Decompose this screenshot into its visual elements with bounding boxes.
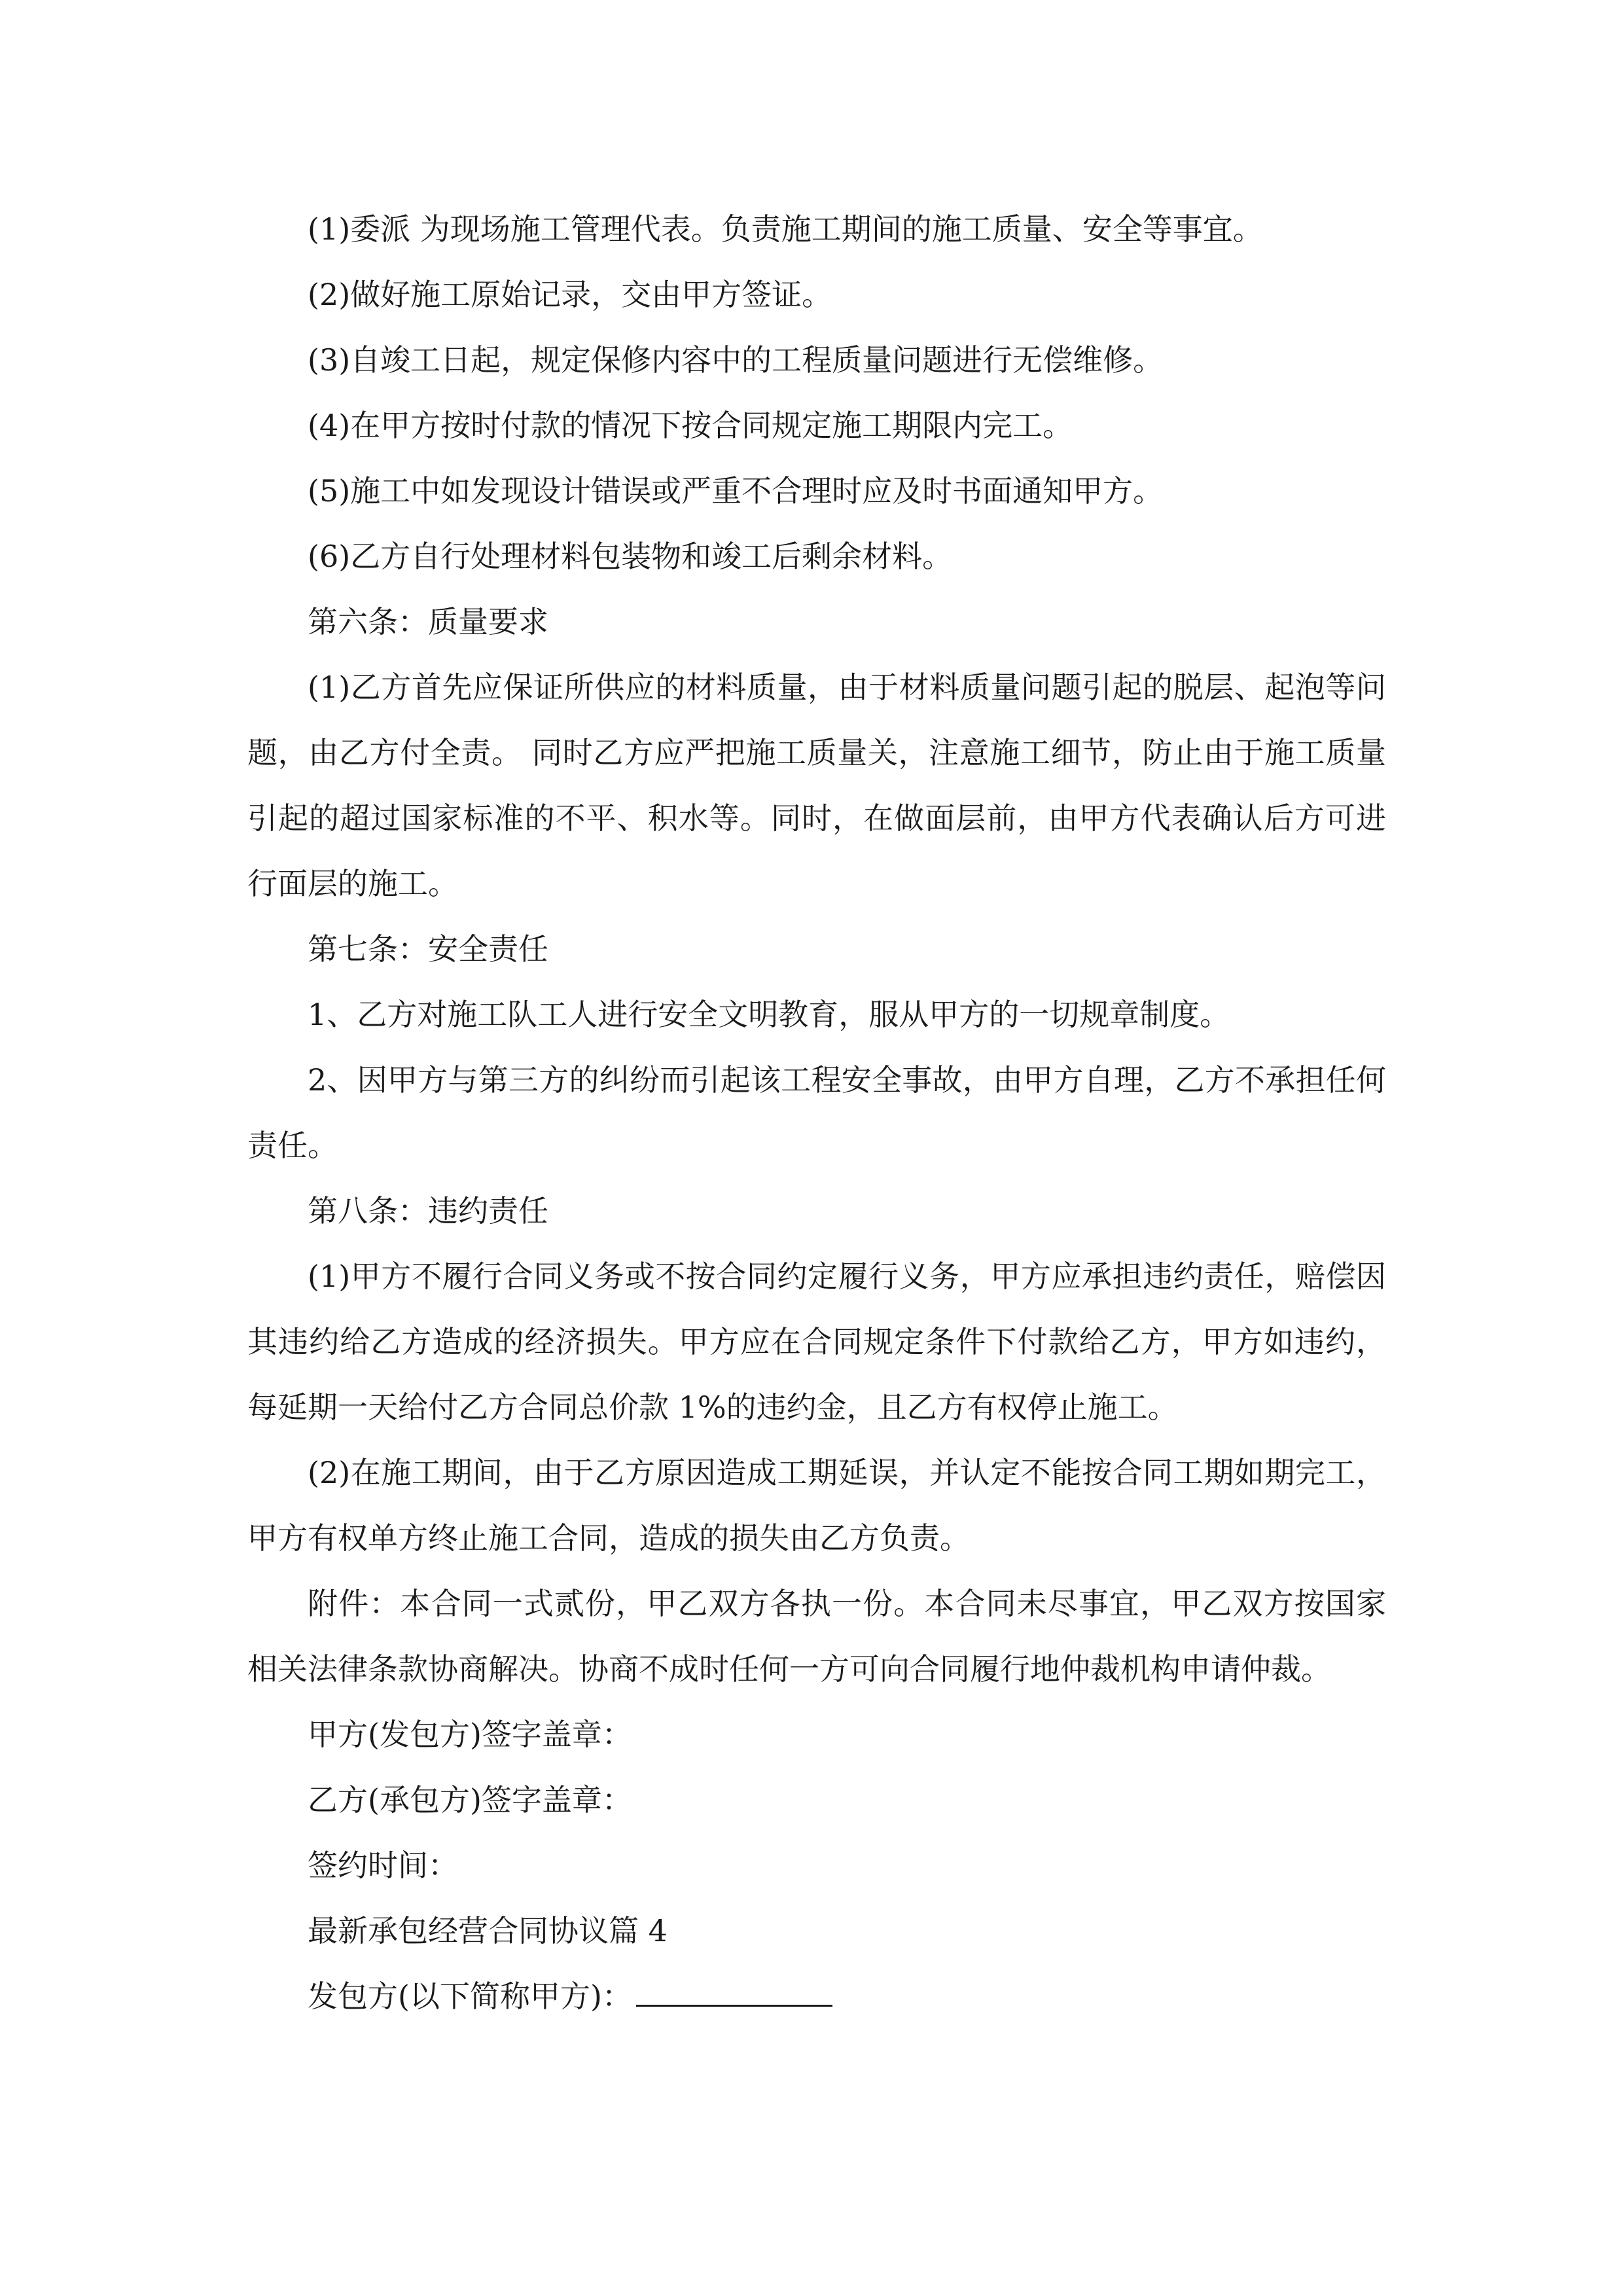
employer-line	[247, 1964, 1386, 2029]
clause-item-5: (5)施工中如发现设计错误或严重不合理时应及时书面通知甲方。	[308, 473, 1164, 509]
safety-clause-1: 1、乙方对施工队工人进行安全文明教育，服从甲方的一切规章制度。	[308, 997, 1230, 1032]
section-heading-breach: 第八条：违约责任	[308, 1193, 548, 1229]
document-body	[247, 196, 1386, 2029]
clause-item-2: (2)做好施工原始记录，交由甲方签证。	[308, 277, 832, 312]
signing-date-line: 签约时间：	[308, 1848, 458, 1883]
party-a-signature-line: 甲方(发包方)签字盖章：	[308, 1717, 632, 1752]
clause-item-6: (6)乙方自行处理材料包装物和竣工后剩余材料。	[308, 539, 953, 574]
next-contract-title: 最新承包经营合同协议篇 4	[308, 1913, 668, 1948]
section-heading-quality: 第六条：质量要求	[308, 604, 548, 639]
safety-clause-2: 2、因甲方与第三方的纠纷而引起该工程安全事故，由甲方自理，乙方不承担任何责任。	[247, 1062, 1386, 1163]
breach-clause-2: (2)在施工期间，由于乙方原因造成工期延误，并认定不能按合同工期如期完工，甲方有权单方终止施工合同，造成的损失由乙方负责。	[247, 1455, 1386, 1556]
party-b-signature-line: 乙方(承包方)签字盖章：	[308, 1782, 632, 1818]
clause-item-3: (3)自竣工日起，规定保修内容中的工程质量问题进行无偿维修。	[308, 342, 1164, 378]
appendix-paragraph: 附件：本合同一式贰份，甲乙双方各执一份。本合同未尽事宜，甲乙双方按国家相关法律条款协商解决。协商不成时任何一方可向合同履行地仲裁机构申请仲裁。	[247, 1586, 1386, 1687]
quality-clause-1: (1)乙方首先应保证所供应的材料质量，由于材料质量问题引起的脱层、起泡等问题，由乙方付全责。 同时乙方应严把施工质量关，注意施工细节，防止由于施工质量引起的超过国家标准的不平、积水等。同时，在做面层前，由甲方代表确认后方可进行面层的施工。	[247, 670, 1386, 901]
employer-blank-underline	[636, 1979, 832, 2007]
breach-clause-1: (1)甲方不履行合同义务或不按合同约定履行义务，甲方应承担违约责任，赔偿因其违约给乙方造成的经济损失。甲方应在合同规定条件下付款给乙方，甲方如违约，每延期一天给付乙方合同总价款 1%的违约金，且乙方有权停止施工。	[247, 1259, 1386, 1425]
clause-item-4: (4)在甲方按时付款的情况下按合同规定施工期限内完工。	[308, 408, 1073, 443]
employer-label: 发包方(以下简称甲方)：	[308, 1979, 632, 2014]
clause-item-1: (1)委派 为现场施工管理代表。负责施工期间的施工质量、安全等事宜。	[308, 211, 1263, 247]
section-heading-safety: 第七条：安全责任	[308, 931, 548, 967]
